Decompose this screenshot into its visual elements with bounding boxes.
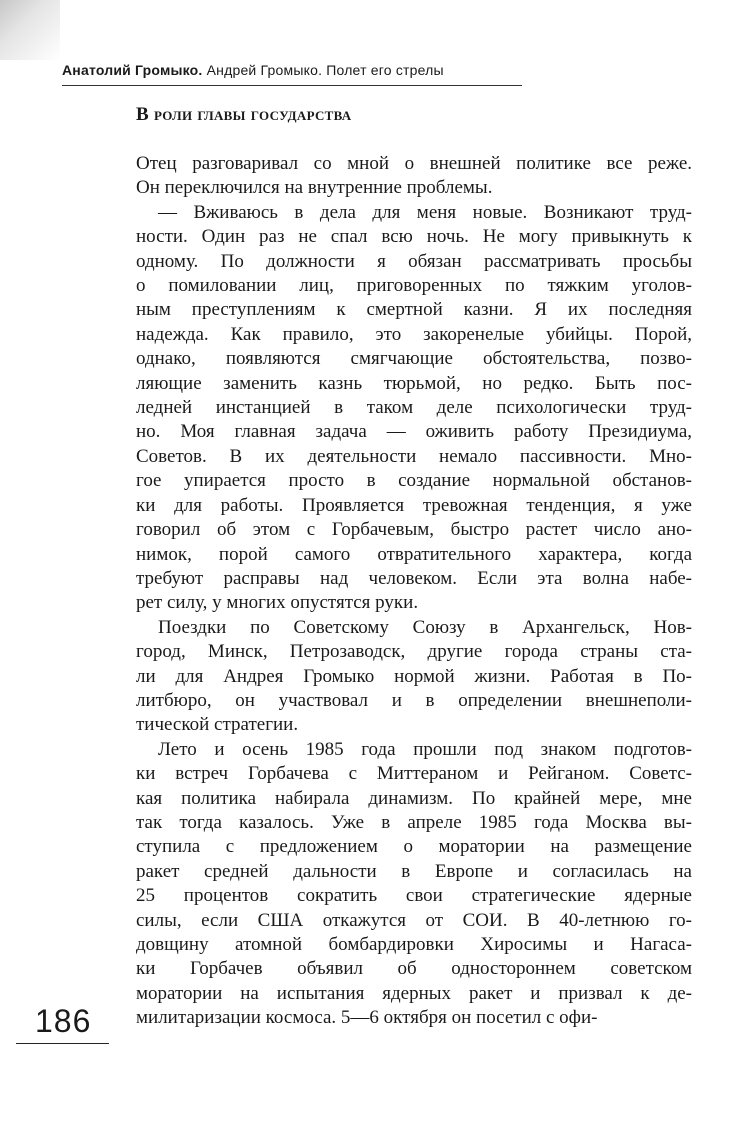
text-line: ляющие заменить казнь тюрьмой, но редко. Быть пос-: [136, 372, 692, 394]
running-header: [62, 62, 522, 78]
scan-edge-shadow: [0, 0, 60, 60]
text-line: ступила с предложением о моратории на размещение: [136, 836, 692, 858]
text-line: о помиловании лиц, приговоренных по тяжким уголов-: [136, 275, 692, 297]
text-line: Поездки по Советскому Союзу в Архангельск, Нов-: [158, 616, 692, 638]
paragraph: [136, 738, 692, 1031]
text-line: ки встреч Горбачева с Миттераном и Рейганом. Советс-: [136, 763, 692, 785]
paragraph: [136, 616, 692, 738]
body-text: [136, 152, 692, 1031]
text-line: Советов. В их деятельности немало пассивности. Мно-: [136, 445, 692, 467]
text-line: — Вживаюсь в дела для меня новые. Возникают труд-: [158, 201, 692, 223]
paragraph: [136, 201, 692, 616]
header-author: Анатолий Громыко.: [62, 62, 203, 78]
text-line: моратории на испытания ядерных ракет и призвал к де-: [136, 982, 692, 1004]
text-line: милитаризации космоса. 5—6 октября он посетил с офи-: [136, 1007, 598, 1029]
text-line: но. Моя главная задача — оживить работу Президиума,: [136, 421, 692, 443]
header-book-title: Андрей Громыко. Полет его стрелы: [206, 62, 444, 78]
text-line: ности. Один раз не спал всю ночь. Не могу привыкнуть к: [136, 226, 692, 248]
text-line: говорил об этом с Горбачевым, быстро растет число ано-: [136, 519, 692, 541]
text-line: так тогда казалось. Уже в апреле 1985 года Москва вы-: [136, 811, 692, 833]
text-line: город, Минск, Петрозаводск, другие города страны ста-: [136, 641, 692, 663]
text-line: Он переключился на внутренние проблемы.: [136, 177, 493, 199]
text-line: Лето и осень 1985 года прошли под знаком подготов-: [158, 738, 692, 760]
text-line: Отец разговаривал со мной о внешней политике все реже.: [136, 153, 692, 174]
text-line: кая политика набирала динамизм. По крайней мере, мне: [136, 787, 692, 809]
page-number: 186: [35, 1003, 92, 1039]
page-number-rule: [16, 1043, 109, 1044]
text-line: ки для работы. Проявляется тревожная тенденция, я уже: [136, 494, 692, 516]
text-line: ледней инстанцией в таком деле психологически труд-: [136, 397, 692, 419]
text-line: тической стратегии.: [136, 714, 299, 736]
text-line: силы, если США откажутся от СОИ. В 40-летнюю го-: [136, 909, 692, 931]
text-line: рет силу, у многих опустятся руки.: [136, 592, 419, 614]
text-line: ным преступлениям к смертной казни. Я их последняя: [136, 299, 692, 321]
text-line: нимок, порой самого отвратительного характера, когда: [136, 543, 692, 565]
text-line: одному. По должности я обязан рассматривать просьбы: [136, 250, 692, 272]
text-line: надежда. Как правило, это закоренелые убийцы. Порой,: [136, 323, 692, 345]
text-line: довщину атомной бомбардировки Хиросимы и Нагаса-: [136, 934, 692, 955]
header-rule: [62, 85, 522, 86]
text-line: однако, появляются смягчающие обстоятельства, позво-: [136, 348, 692, 370]
text-line: 25 процентов сократить свои стратегические ядерные: [136, 885, 692, 907]
text-line: ракет средней дальности в Европе и согласилась на: [136, 860, 692, 882]
text-line: требуют расправы над человеком. Если эта волна набе-: [136, 567, 692, 589]
chapter-title: В роли главы государства: [136, 104, 352, 125]
text-line: гое упирается просто в создание нормальной обстанов-: [136, 470, 692, 492]
text-line: ли для Андрея Громыко нормой жизни. Работая в По-: [136, 665, 692, 687]
paragraph: [136, 152, 692, 201]
text-line: ки Горбачев объявил об одностороннем советском: [136, 958, 692, 980]
text-line: литбюро, он участвовал и в определении внешнеполи-: [136, 689, 692, 711]
